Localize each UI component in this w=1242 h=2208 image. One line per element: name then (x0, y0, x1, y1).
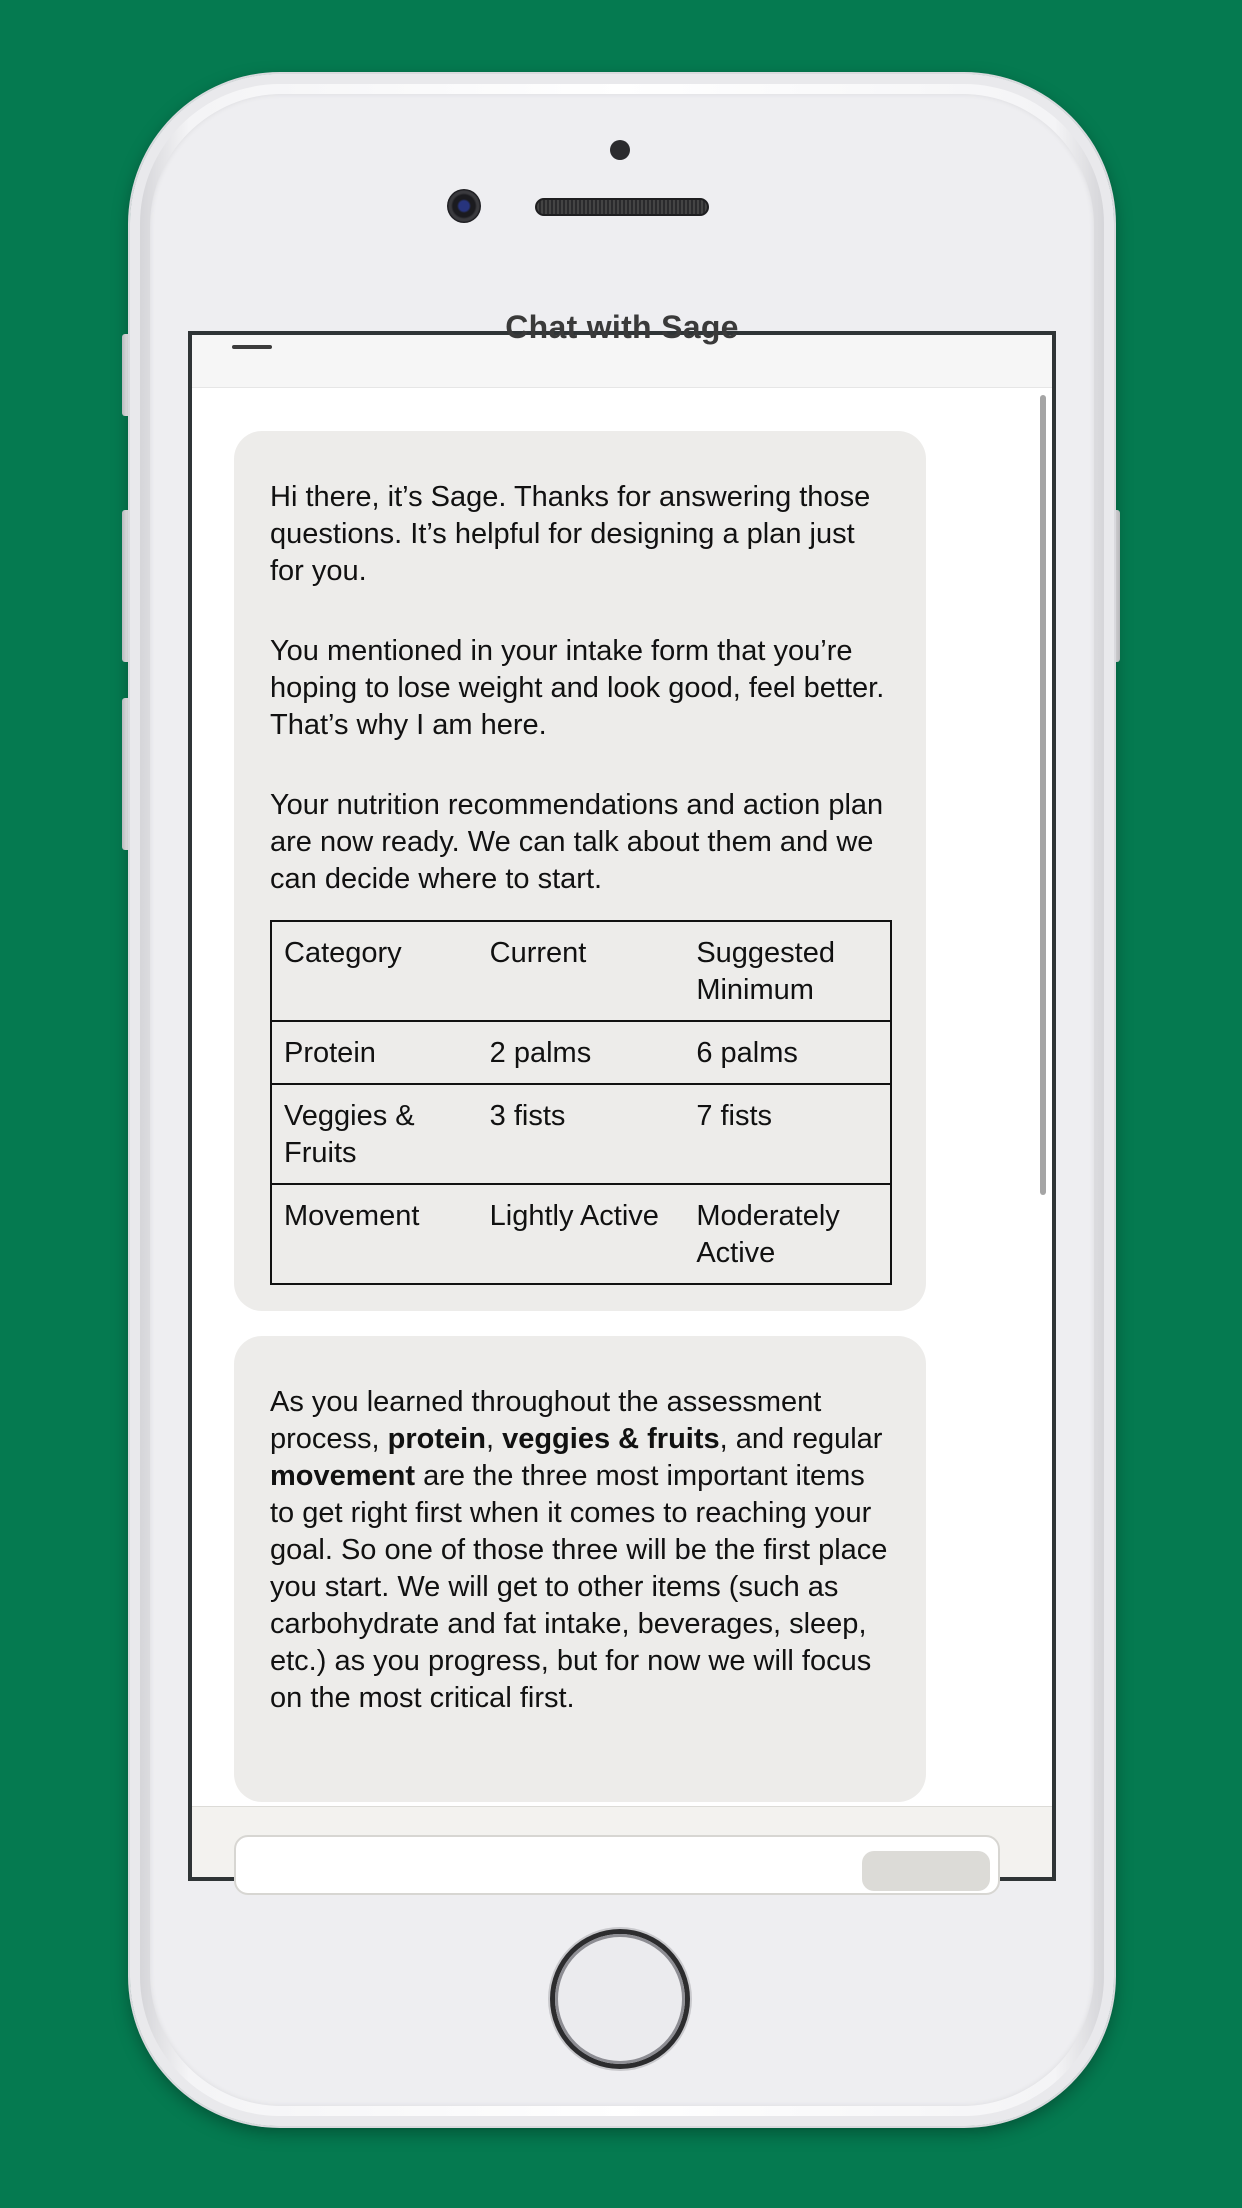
message-text: , and regular (719, 1423, 883, 1455)
table-row (271, 1084, 891, 1184)
table-cell: Moderately Active (684, 1184, 891, 1284)
table-cell: 6 palms (684, 1021, 891, 1084)
proximity-sensor (610, 140, 630, 160)
message-text: , (485, 1423, 503, 1455)
scrollbar[interactable] (1040, 395, 1046, 1795)
table-header-cell: Category (284, 937, 402, 969)
earpiece-speaker (535, 198, 709, 216)
message-bold-text: protein (387, 1423, 486, 1455)
message-paragraph: Hi there, it’s Sage. Thanks for answering those questions. It’s helpful for designing a plan just for you. (270, 481, 871, 587)
home-button[interactable] (555, 1934, 685, 2064)
chat-message-bubble (234, 431, 926, 1311)
message-text: As you learned throughout the assessment process, (270, 1386, 822, 1455)
page-title: Chat with Sage (505, 309, 739, 345)
message-bold-text: movement (270, 1460, 416, 1492)
message-paragraph: You mentioned in your intake form that you’re hoping to lose weight and look good, feel better. That’s why I am here. (270, 635, 885, 741)
table-cell: Lightly Active (478, 1184, 685, 1284)
table-row (271, 1184, 891, 1284)
table-cell: 7 fists (684, 1084, 891, 1184)
table-header-cell: Current (489, 937, 587, 969)
nutrition-table (270, 920, 892, 1285)
front-camera-icon (447, 189, 481, 223)
table-cell: 3 fists (478, 1084, 685, 1184)
message-composer (192, 1806, 1052, 1877)
app-screen (188, 309, 1056, 1881)
chat-message-bubble (234, 1336, 926, 1802)
table-header-cell: Suggested Minimum (696, 937, 835, 1006)
table-cell: Movement (271, 1184, 478, 1284)
table-cell: 2 palms (478, 1021, 685, 1084)
message-paragraph (270, 1384, 890, 1717)
table-cell: Protein (271, 1021, 478, 1084)
send-button[interactable] (862, 1851, 990, 1891)
scrollbar-thumb[interactable] (1040, 395, 1046, 1195)
message-text: are the three most important items to get right first when it comes to reaching your goal. So one of those three will be the first place you start. We will get to other items (such as carbohydrate and fat intake, beverages, sleep, etc.) as you progress, but for now we will focus on the most critical first. (270, 1460, 888, 1714)
message-bold-text: veggies & fruits (502, 1423, 720, 1455)
table-header-row (271, 921, 891, 1021)
table-cell: Veggies & Fruits (271, 1084, 478, 1184)
app-header (192, 309, 1052, 388)
table-row (271, 1021, 891, 1084)
message-paragraph: Your nutrition recommendations and action plan are now ready. We can talk about them and we can decide where to start. (270, 789, 884, 895)
